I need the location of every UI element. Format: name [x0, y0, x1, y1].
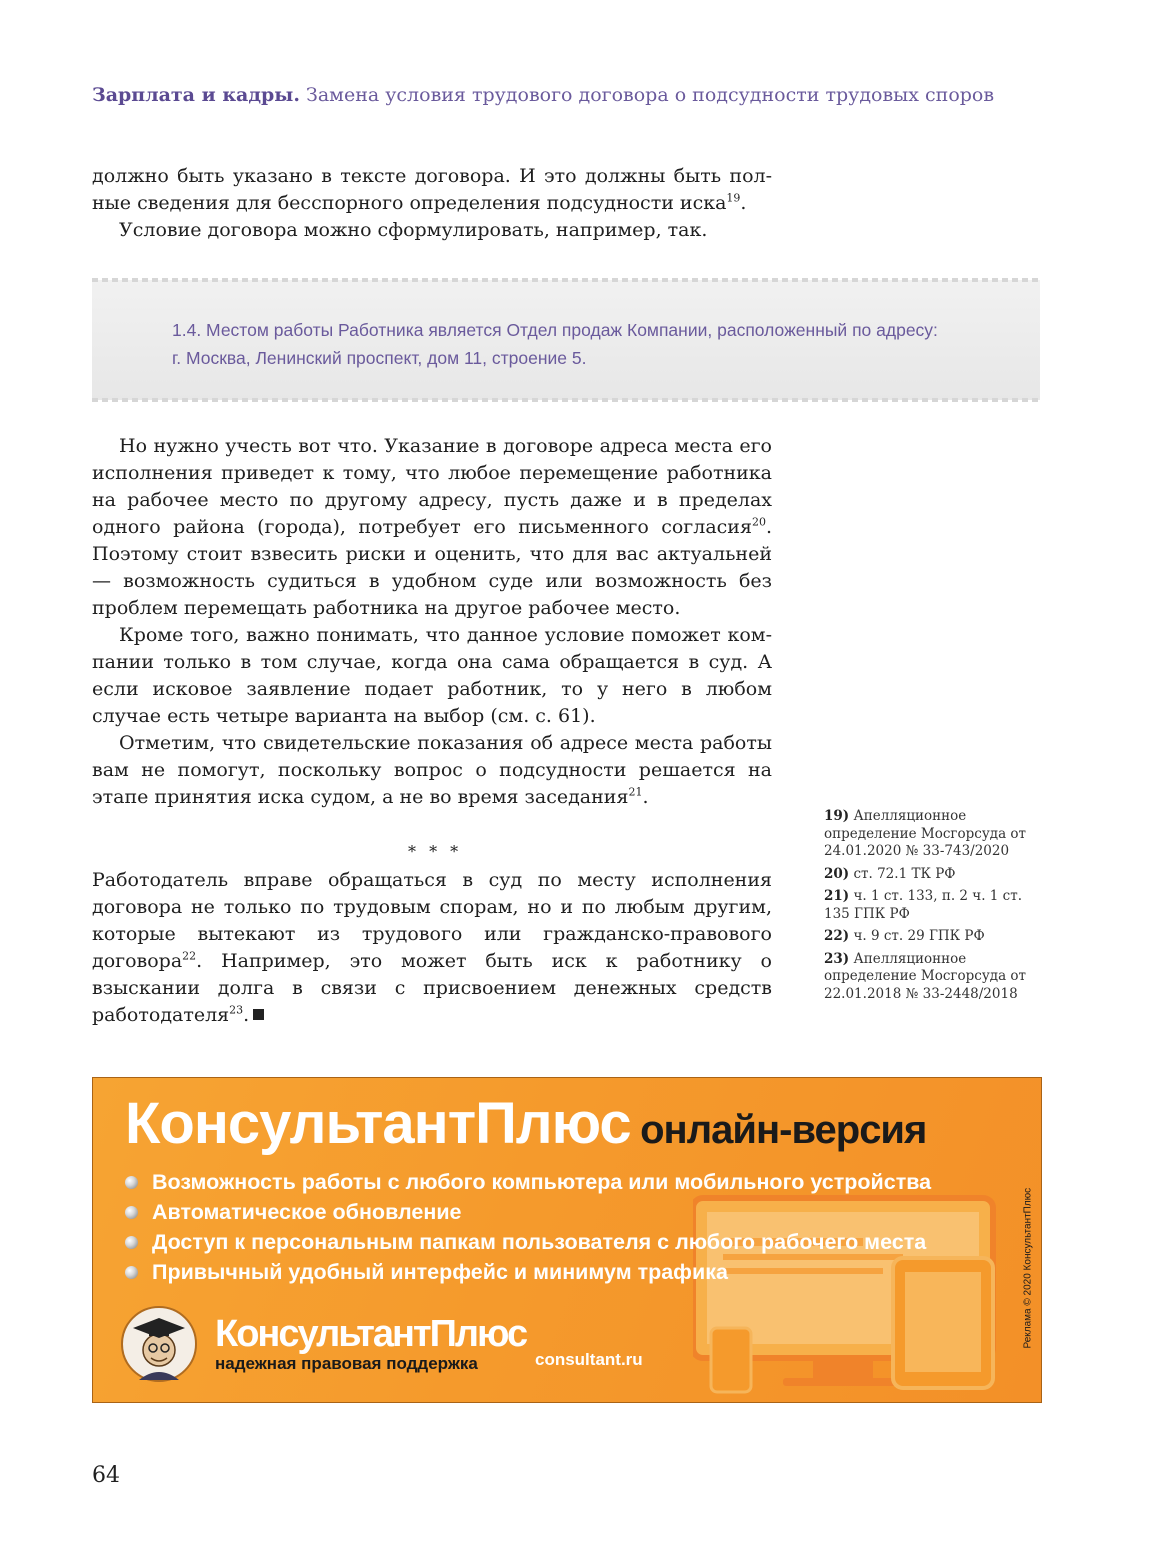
ad-feature-item: Привычный удобный интерфейс и минимум трафика	[125, 1257, 931, 1287]
professor-mascot-icon	[121, 1306, 197, 1382]
ad-copyright: Реклама © 2020 КонсультантПлюс	[1022, 1187, 1034, 1349]
intro-text	[92, 163, 772, 244]
ad-website-link[interactable]: consultant.ru	[535, 1350, 643, 1369]
ad-feature-item: Возможность работы с любого компьютера или мобильного устройства	[125, 1167, 931, 1197]
footnote-22: 22) ч. 9 ст. 29 ГПК РФ	[824, 928, 985, 944]
header-title: Замена условия трудового договора о подсудности трудовых споров	[306, 84, 995, 106]
contract-example-text	[172, 316, 1012, 372]
intro-line-3: Условие договора можно сформулировать, например, так.	[119, 219, 708, 241]
intro-line-1: должно быть указано в тексте договора. И это должны быть пол-	[92, 165, 772, 187]
conclusion-paragraph: Работодатель вправе обращаться в суд по месту исполнения договора не только по трудовым спорам, но и по любым другим, которые вытекают из трудового или гражданско-правового договора$^{22}$. Например, это может быть иск к работнику о взыскании долга в связи с присвоением денежных средств работодателя$^{23}$.	[92, 869, 772, 1026]
example-line-2: г. Москва, Ленинский проспект, дом 11, строение 5.	[172, 348, 587, 368]
paragraph-2: Кроме того, важно понимать, что данное условие поможет компании только в том случае, когда она сама обращается в суд. А если исковое заявление подает работник, то у него в любом случае есть четыре варианта на выбор (см. с. 61).	[92, 624, 772, 727]
section-separator: * * *	[408, 842, 463, 861]
footnote-ref-23[interactable]: 23	[229, 1003, 244, 1017]
ad-feature-list	[125, 1167, 931, 1287]
footnote-ref-20[interactable]: 20	[751, 515, 766, 529]
running-header	[92, 84, 1052, 106]
footnote-21: 21) ч. 1 ст. 133, п. 2 ч. 1 ст. 135 ГПК РФ	[824, 888, 1023, 922]
example-line-1: 1.4. Местом работы Работника является Отдел продаж Компании, расположенный по адресу:	[172, 320, 938, 340]
main-text	[92, 433, 772, 811]
page-number: 64	[92, 1463, 120, 1488]
bullet-icon	[125, 1176, 138, 1189]
ad-logo-block	[215, 1313, 527, 1374]
conclusion-text	[92, 867, 772, 1029]
contract-example-box	[92, 280, 1040, 400]
box-top-border	[92, 278, 1040, 282]
footnote-20: 20) ст. 72.1 ТК РФ	[824, 865, 956, 882]
header-section: Зарплата и кадры.	[92, 84, 300, 106]
ad-logo-text: КонсультантПлюс	[215, 1313, 527, 1355]
consultant-plus-advertisement[interactable]	[92, 1077, 1042, 1403]
intro-line-2: ные сведения для бесспорного определения подсудности иска$^{19}$.	[92, 191, 747, 214]
ad-feature-item: Доступ к персональным папкам пользователя с любого рабочего места	[125, 1227, 931, 1257]
bullet-icon	[125, 1236, 138, 1249]
box-bottom-border	[92, 398, 1040, 402]
ad-tagline: надежная правовая поддержка	[215, 1354, 478, 1373]
footnote-19: 19) Апелляционное определение Мосгорсуда от 24.01.2020 № 33-743/2020	[824, 808, 1027, 859]
paragraph-1: Но нужно учесть вот что. Указание в договоре адреса места его исполнения приведет к тому, что любое перемещение работника на рабочее место по другому адресу, пусть даже и в пределах одного района (города), потребует его письменного согласия$^{20}$. Поэтому стоит взвесить риски и оценить, что для вас актуальней — возможность судиться в удобном суде или возможность без проблем перемещать работника на другое рабочее место.	[92, 435, 772, 619]
footnote-23: 23) Апелляционное определение Мосгорсуда от 22.01.2018 № 33-2448/2018	[824, 950, 1027, 1002]
bullet-icon	[125, 1206, 138, 1219]
footnote-ref-19[interactable]: 19	[726, 191, 741, 205]
footnote-ref-21[interactable]: 21	[628, 785, 643, 799]
paragraph-3: Отметим, что свидетельские показания об адресе места работы вам не помогут, поскольку вопрос о подсудности решается на этапе принятия иска судом, а не во время заседания$^{21}$.	[92, 732, 772, 808]
footnote-ref-22[interactable]: 22	[182, 949, 197, 963]
end-of-article-mark	[253, 1009, 264, 1020]
footnotes	[824, 808, 1039, 1008]
bullet-icon	[125, 1266, 138, 1279]
ad-brand-name: КонсультантПлюс	[125, 1091, 631, 1156]
ad-online-version: онлайн-версия	[640, 1108, 927, 1152]
ad-feature-item: Автоматическое обновление	[125, 1197, 931, 1227]
ad-title	[125, 1090, 926, 1157]
